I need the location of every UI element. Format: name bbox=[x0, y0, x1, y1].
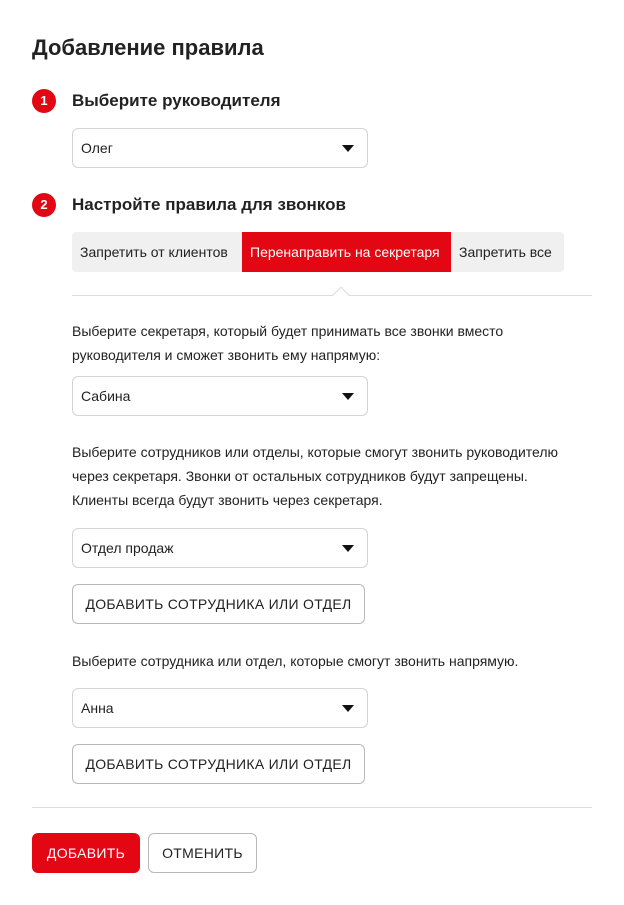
cancel-button[interactable]: ОТМЕНИТЬ bbox=[148, 833, 257, 873]
direct-calls-select-value: Анна bbox=[81, 700, 114, 716]
secretary-select-value: Сабина bbox=[81, 388, 131, 404]
add-direct-employee-or-department-button[interactable]: ДОБАВИТЬ СОТРУДНИКА ИЛИ ОТДЕЛ bbox=[72, 744, 365, 784]
caret-down-icon bbox=[342, 393, 354, 400]
tab-redirect-secretary[interactable]: Перенаправить на секретаря bbox=[242, 232, 451, 272]
caret-down-icon bbox=[342, 145, 354, 152]
step-2-badge: 2 bbox=[32, 193, 56, 217]
via-secretary-description: Выберите сотрудников или отделы, которые смогут звонить руководителю через секретаря. Звонки от остальных сотрудников будут запрещены. Клиенты всегда будут звонить через секретаря. bbox=[72, 444, 559, 508]
active-tab-pointer bbox=[333, 287, 350, 304]
secretary-select[interactable] bbox=[72, 376, 368, 416]
via-secretary-select-value: Отдел продаж bbox=[81, 540, 174, 556]
add-employee-or-department-button[interactable]: ДОБАВИТЬ СОТРУДНИКА ИЛИ ОТДЕЛ bbox=[72, 584, 365, 624]
secretary-description: Выберите секретаря, который будет принимать все звонки вместо руководителя и сможет звонить ему напрямую: bbox=[72, 323, 504, 363]
tab-block-clients[interactable]: Запретить от клиентов bbox=[80, 244, 228, 260]
step-1-title: Выберите руководителя bbox=[72, 91, 281, 110]
step-1-badge: 1 bbox=[32, 89, 56, 113]
direct-calls-description: Выберите сотрудника или отдел, которые смогут звонить напрямую. bbox=[72, 653, 519, 669]
page-title: Добавление правила bbox=[32, 35, 264, 60]
manager-select[interactable] bbox=[72, 128, 368, 168]
direct-calls-select[interactable] bbox=[72, 688, 368, 728]
caret-down-icon bbox=[342, 705, 354, 712]
step-2-title: Настройте правила для звонков bbox=[72, 195, 346, 214]
footer-divider bbox=[32, 807, 592, 808]
caret-down-icon bbox=[342, 545, 354, 552]
tab-block-all[interactable]: Запретить все bbox=[459, 244, 552, 260]
call-rule-tabs bbox=[72, 232, 564, 272]
manager-select-value: Олег bbox=[81, 140, 113, 156]
add-rule-button[interactable]: ДОБАВИТЬ bbox=[32, 833, 140, 873]
via-secretary-select[interactable] bbox=[72, 528, 368, 568]
